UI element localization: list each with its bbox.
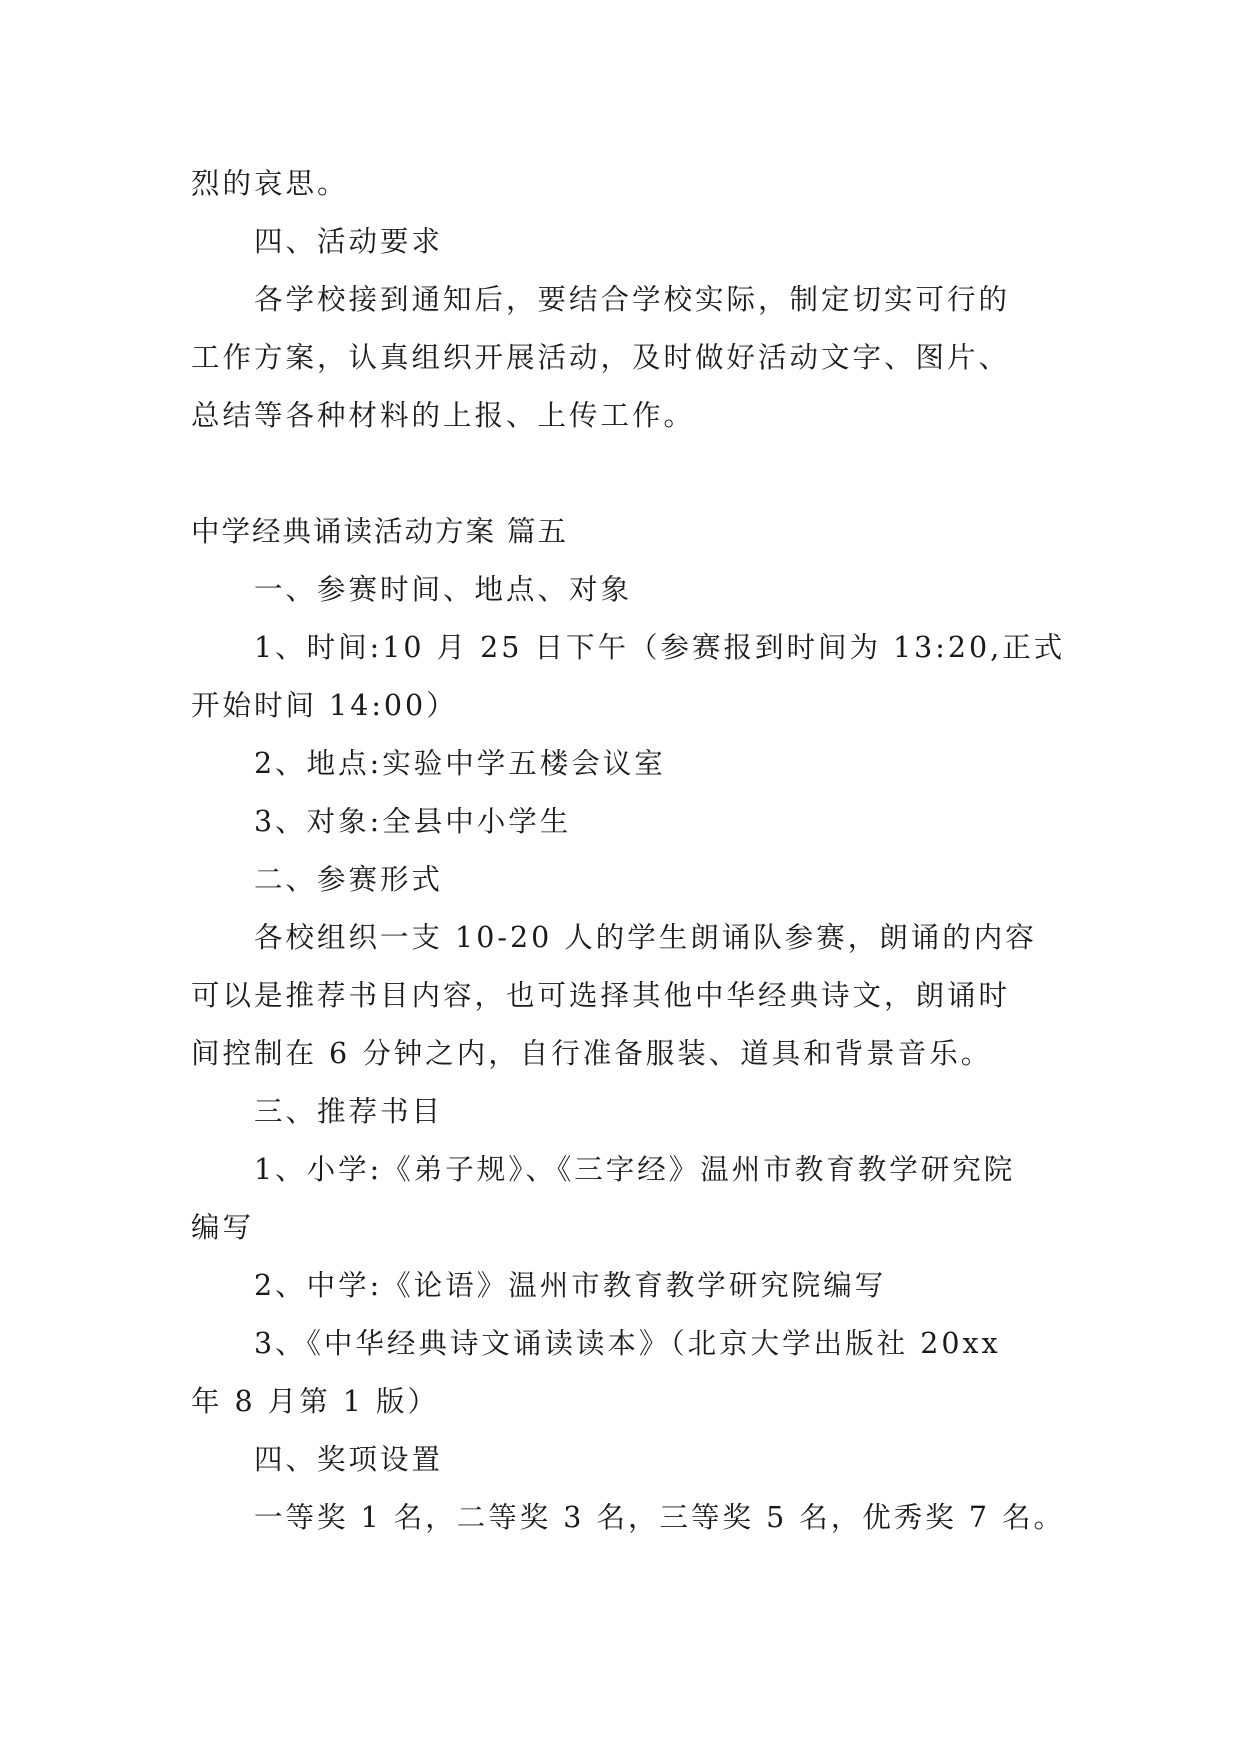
section-heading-format: 二、参赛形式: [254, 863, 444, 896]
paragraph-line: 3、对象:全县中小学生: [254, 805, 572, 838]
paragraph-line: 各校组织一支 10-20 人的学生朗诵队参赛，朗诵的内容: [254, 921, 1037, 954]
paragraph-line: 间控制在 6 分钟之内，自行准备服装、道具和背景音乐。: [191, 1037, 993, 1070]
paragraph-line: 1、时间:10 月 25 日下午（参赛报到时间为 13:20,正式: [254, 631, 1066, 664]
paragraph-line: 可以是推荐书目内容，也可选择其他中华经典诗文，朗诵时: [191, 979, 1011, 1012]
section-heading-books: 三、推荐书目: [254, 1095, 444, 1128]
paragraph-line: 2、中学:《论语》温州市教育教学研究院编写: [254, 1269, 887, 1302]
paragraph-line: 一等奖 1 名，二等奖 3 名，三等奖 5 名，优秀奖 7 名。: [254, 1501, 1066, 1534]
section-heading-awards: 四、奖项设置: [254, 1443, 444, 1476]
section-heading-activity-requirements: 四、活动要求: [254, 225, 444, 258]
paragraph-line: 开始时间 14:00）: [191, 689, 458, 722]
paragraph-line: 总结等各种材料的上报、上传工作。: [191, 399, 696, 432]
section-heading-time-place: 一、参赛时间、地点、对象: [254, 573, 633, 606]
paragraph-line: 工作方案，认真组织开展活动，及时做好活动文字、图片、: [191, 341, 1011, 374]
paragraph-line: 3、《中华经典诗文诵读读本》（北京大学出版社 20xx: [254, 1327, 1001, 1360]
paragraph-line: 各学校接到通知后，要结合学校实际，制定切实可行的: [254, 283, 1011, 316]
paragraph-line: 1、小学:《弟子规》、《三字经》温州市教育教学研究院: [254, 1153, 1016, 1186]
paragraph-line: 编写: [191, 1211, 255, 1244]
document-title: 中学经典诵读活动方案 篇五: [191, 515, 569, 548]
paragraph-line: 2、地点:实验中学五楼会议室: [254, 747, 666, 780]
text-line-continuation: 烈的哀思。: [191, 167, 349, 200]
paragraph-line: 年 8 月第 1 版）: [191, 1385, 440, 1418]
